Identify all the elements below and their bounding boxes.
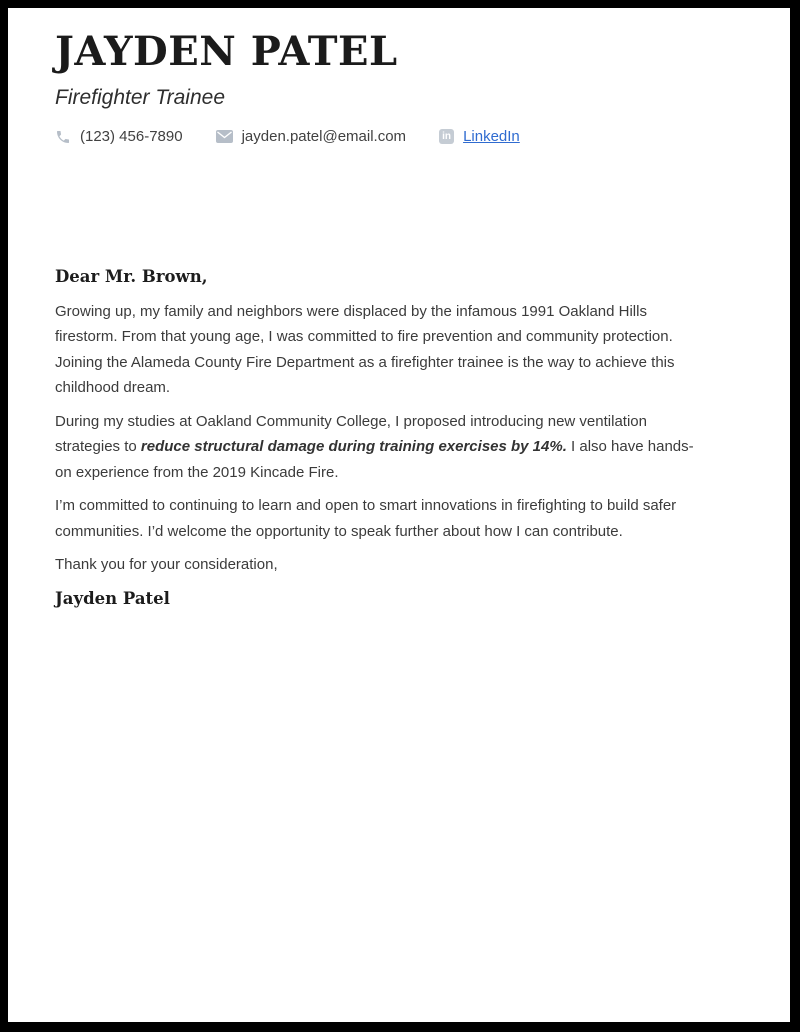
signature-name: Jayden Patel (55, 588, 170, 608)
email-address: jayden.patel@email.com (241, 128, 407, 145)
contact-phone (55, 128, 183, 145)
closing-line: Thank you for your consideration, (55, 556, 278, 573)
job-title: Firefighter Trainee (55, 86, 226, 109)
contact-row (55, 128, 735, 145)
paragraph-3: I’m committed to continuing to learn and open to smart innovations in firefighting to build safer communities. I’d welcome the opportunity to speak further about how I can contribute. (55, 497, 677, 540)
paragraph-2-tail: I also have hands-on experience from the 2019 Kincade Fire. (55, 438, 694, 481)
phone-number: (123) 456-7890 (80, 128, 183, 145)
paragraph-2 (55, 409, 707, 486)
contact-email (216, 128, 406, 145)
linkedin-link[interactable]: LinkedIn (463, 128, 520, 145)
letter-header (55, 28, 735, 145)
phone-icon (55, 129, 71, 145)
salutation: Dear Mr. Brown, (55, 267, 208, 286)
cover-letter-page (8, 8, 790, 1022)
linkedin-icon: in (439, 129, 454, 144)
candidate-name: JAYDEN PATEL (55, 28, 398, 75)
contact-linkedin (439, 128, 520, 145)
letter-body (55, 264, 707, 611)
paragraph-1: Growing up, my family and neighbors were displaced by the infamous 1991 Oakland Hills firestorm. From that young age, I was committed to fire prevention and community protection. Joining the Alameda County Fire Department as a firefighter trainee is the way to achieve this childhood dream. (55, 302, 675, 396)
paragraph-2-lead: During my studies at Oakland Community College, I proposed introducing new ventilation strategies to (55, 412, 647, 455)
envelope-icon (216, 130, 233, 143)
paragraph-2-emphasis: reduce structural damage during training exercises by 14%. (140, 438, 567, 455)
